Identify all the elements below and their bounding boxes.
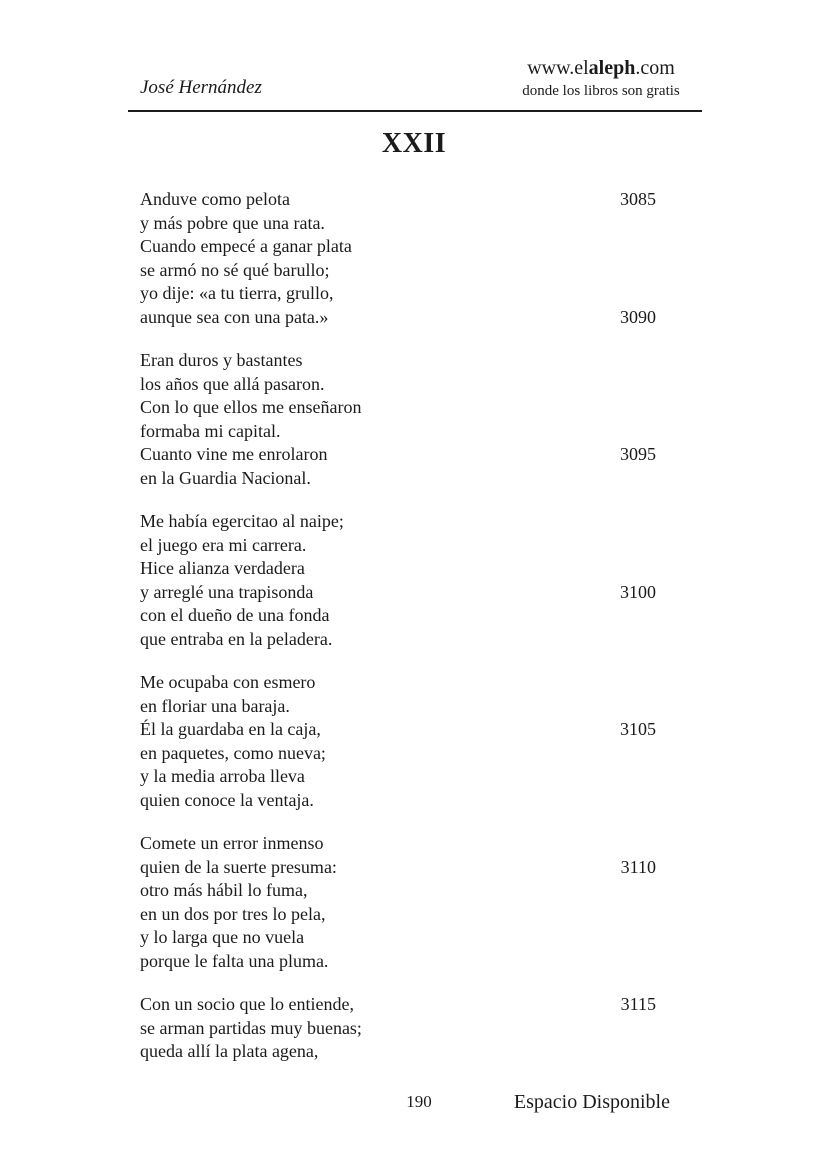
verse-text: aunque sea con una pata.»: [140, 306, 329, 327]
poem-line: [140, 718, 656, 742]
poem-line: [140, 695, 656, 719]
verse-text: otro más hábil lo fuma,: [140, 880, 308, 901]
site-url-prefix: www.el: [527, 57, 589, 79]
verse-text: Me ocupaba con esmero: [140, 672, 316, 693]
site-url-brand: aleph: [588, 57, 636, 79]
verse-text: Hice alianza verdadera: [140, 558, 305, 579]
stanza: [140, 349, 656, 490]
stanza: [140, 510, 656, 651]
verse-text: en la Guardia Nacional.: [140, 467, 311, 488]
poem-line: [140, 188, 656, 212]
poem-line: [140, 604, 656, 628]
verse-text: queda allí la plata agena,: [140, 1041, 319, 1062]
verse-text: Con un socio que lo entiende,: [140, 994, 354, 1015]
page-number: 190: [406, 1092, 432, 1111]
verse-number: 3105: [620, 719, 656, 740]
verse-text: y más pobre que una rata.: [140, 212, 325, 233]
verse-text: Comete un error inmenso: [140, 833, 324, 854]
verse-number: 3090: [620, 306, 656, 327]
poem-line: [140, 832, 656, 856]
verse-number: 3110: [620, 856, 656, 877]
stanza: [140, 993, 656, 1064]
stanza: [140, 188, 656, 329]
poem-line: [140, 950, 656, 974]
poem-line: [140, 1017, 656, 1041]
poem-line: [140, 235, 656, 259]
poem-line: [140, 349, 656, 373]
poem-line: [140, 212, 656, 236]
site-url: [512, 56, 690, 80]
stanza: [140, 832, 656, 973]
poem-line: [140, 282, 656, 306]
verse-text: Cuando empecé a ganar plata: [140, 236, 352, 257]
page-header: [140, 0, 690, 100]
verse-text: quien de la suerte presuma:: [140, 856, 337, 877]
site-tagline: donde los libros son gratis: [522, 83, 680, 99]
poem-line: [140, 443, 656, 467]
verse-number: 3100: [620, 581, 656, 602]
verse-text: Cuanto vine me enrolaron: [140, 444, 328, 465]
verse-text: en un dos por tres lo pela,: [140, 903, 326, 924]
verse-number: 3095: [620, 444, 656, 465]
verse-text: el juego era mi carrera.: [140, 534, 307, 555]
verse-text: Con lo que ellos me enseñaron: [140, 397, 362, 418]
verse-number: 3115: [620, 994, 656, 1015]
verse-text: en floriar una baraja.: [140, 695, 290, 716]
poem-line: [140, 856, 656, 880]
poem-line: [140, 903, 656, 927]
poem-line: [140, 396, 656, 420]
verse-text: en paquetes, como nueva;: [140, 742, 326, 763]
verse-text: se armó no sé qué barullo;: [140, 259, 330, 280]
poem-line: [140, 879, 656, 903]
footer-note: Espacio Disponible: [513, 1091, 670, 1113]
poem-line: [140, 671, 656, 695]
verse-text: con el dueño de una fonda: [140, 605, 330, 626]
poem-line: [140, 259, 656, 283]
verse-text: y arreglé una trapisonda: [140, 581, 314, 602]
verse-text: yo dije: «a tu tierra, grullo,: [140, 283, 334, 304]
chapter-title: XXII: [381, 127, 447, 159]
verse-text: que entraba en la peladera.: [140, 628, 333, 649]
poem-line: [140, 742, 656, 766]
verse-text: formaba mi capital.: [140, 420, 281, 441]
poem-line: [140, 306, 656, 330]
header-rule: [128, 110, 702, 112]
verse-text: Anduve como pelota: [140, 189, 290, 210]
poem-line: [140, 789, 656, 813]
poem-line: [140, 1040, 656, 1064]
poem: [140, 188, 656, 1064]
stanza: [140, 671, 656, 812]
poem-line: [140, 926, 656, 950]
verse-text: quien conoce la ventaja.: [140, 789, 314, 810]
verse-text: los años que allá pasaron.: [140, 373, 325, 394]
site-branding: [512, 56, 690, 100]
verse-text: y lo larga que no vuela: [140, 927, 305, 948]
poem-line: [140, 993, 656, 1017]
poem-line: [140, 557, 656, 581]
author-name: José Hernández: [140, 76, 262, 98]
poem-line: [140, 581, 656, 605]
verse-text: porque le falta una pluma.: [140, 950, 329, 971]
poem-line: [140, 534, 656, 558]
verse-text: Él la guardaba en la caja,: [140, 719, 321, 740]
poem-line: [140, 373, 656, 397]
verse-text: Eran duros y bastantes: [140, 350, 303, 371]
poem-line: [140, 510, 656, 534]
verse-number: 3085: [620, 189, 656, 210]
verse-text: se arman partidas muy buenas;: [140, 1017, 362, 1038]
site-url-suffix: .com: [635, 57, 675, 79]
verse-text: y la media arroba lleva: [140, 766, 305, 787]
verse-text: Me había egercitao al naipe;: [140, 511, 344, 532]
poem-line: [140, 420, 656, 444]
poem-line: [140, 467, 656, 491]
poem-line: [140, 628, 656, 652]
poem-line: [140, 765, 656, 789]
